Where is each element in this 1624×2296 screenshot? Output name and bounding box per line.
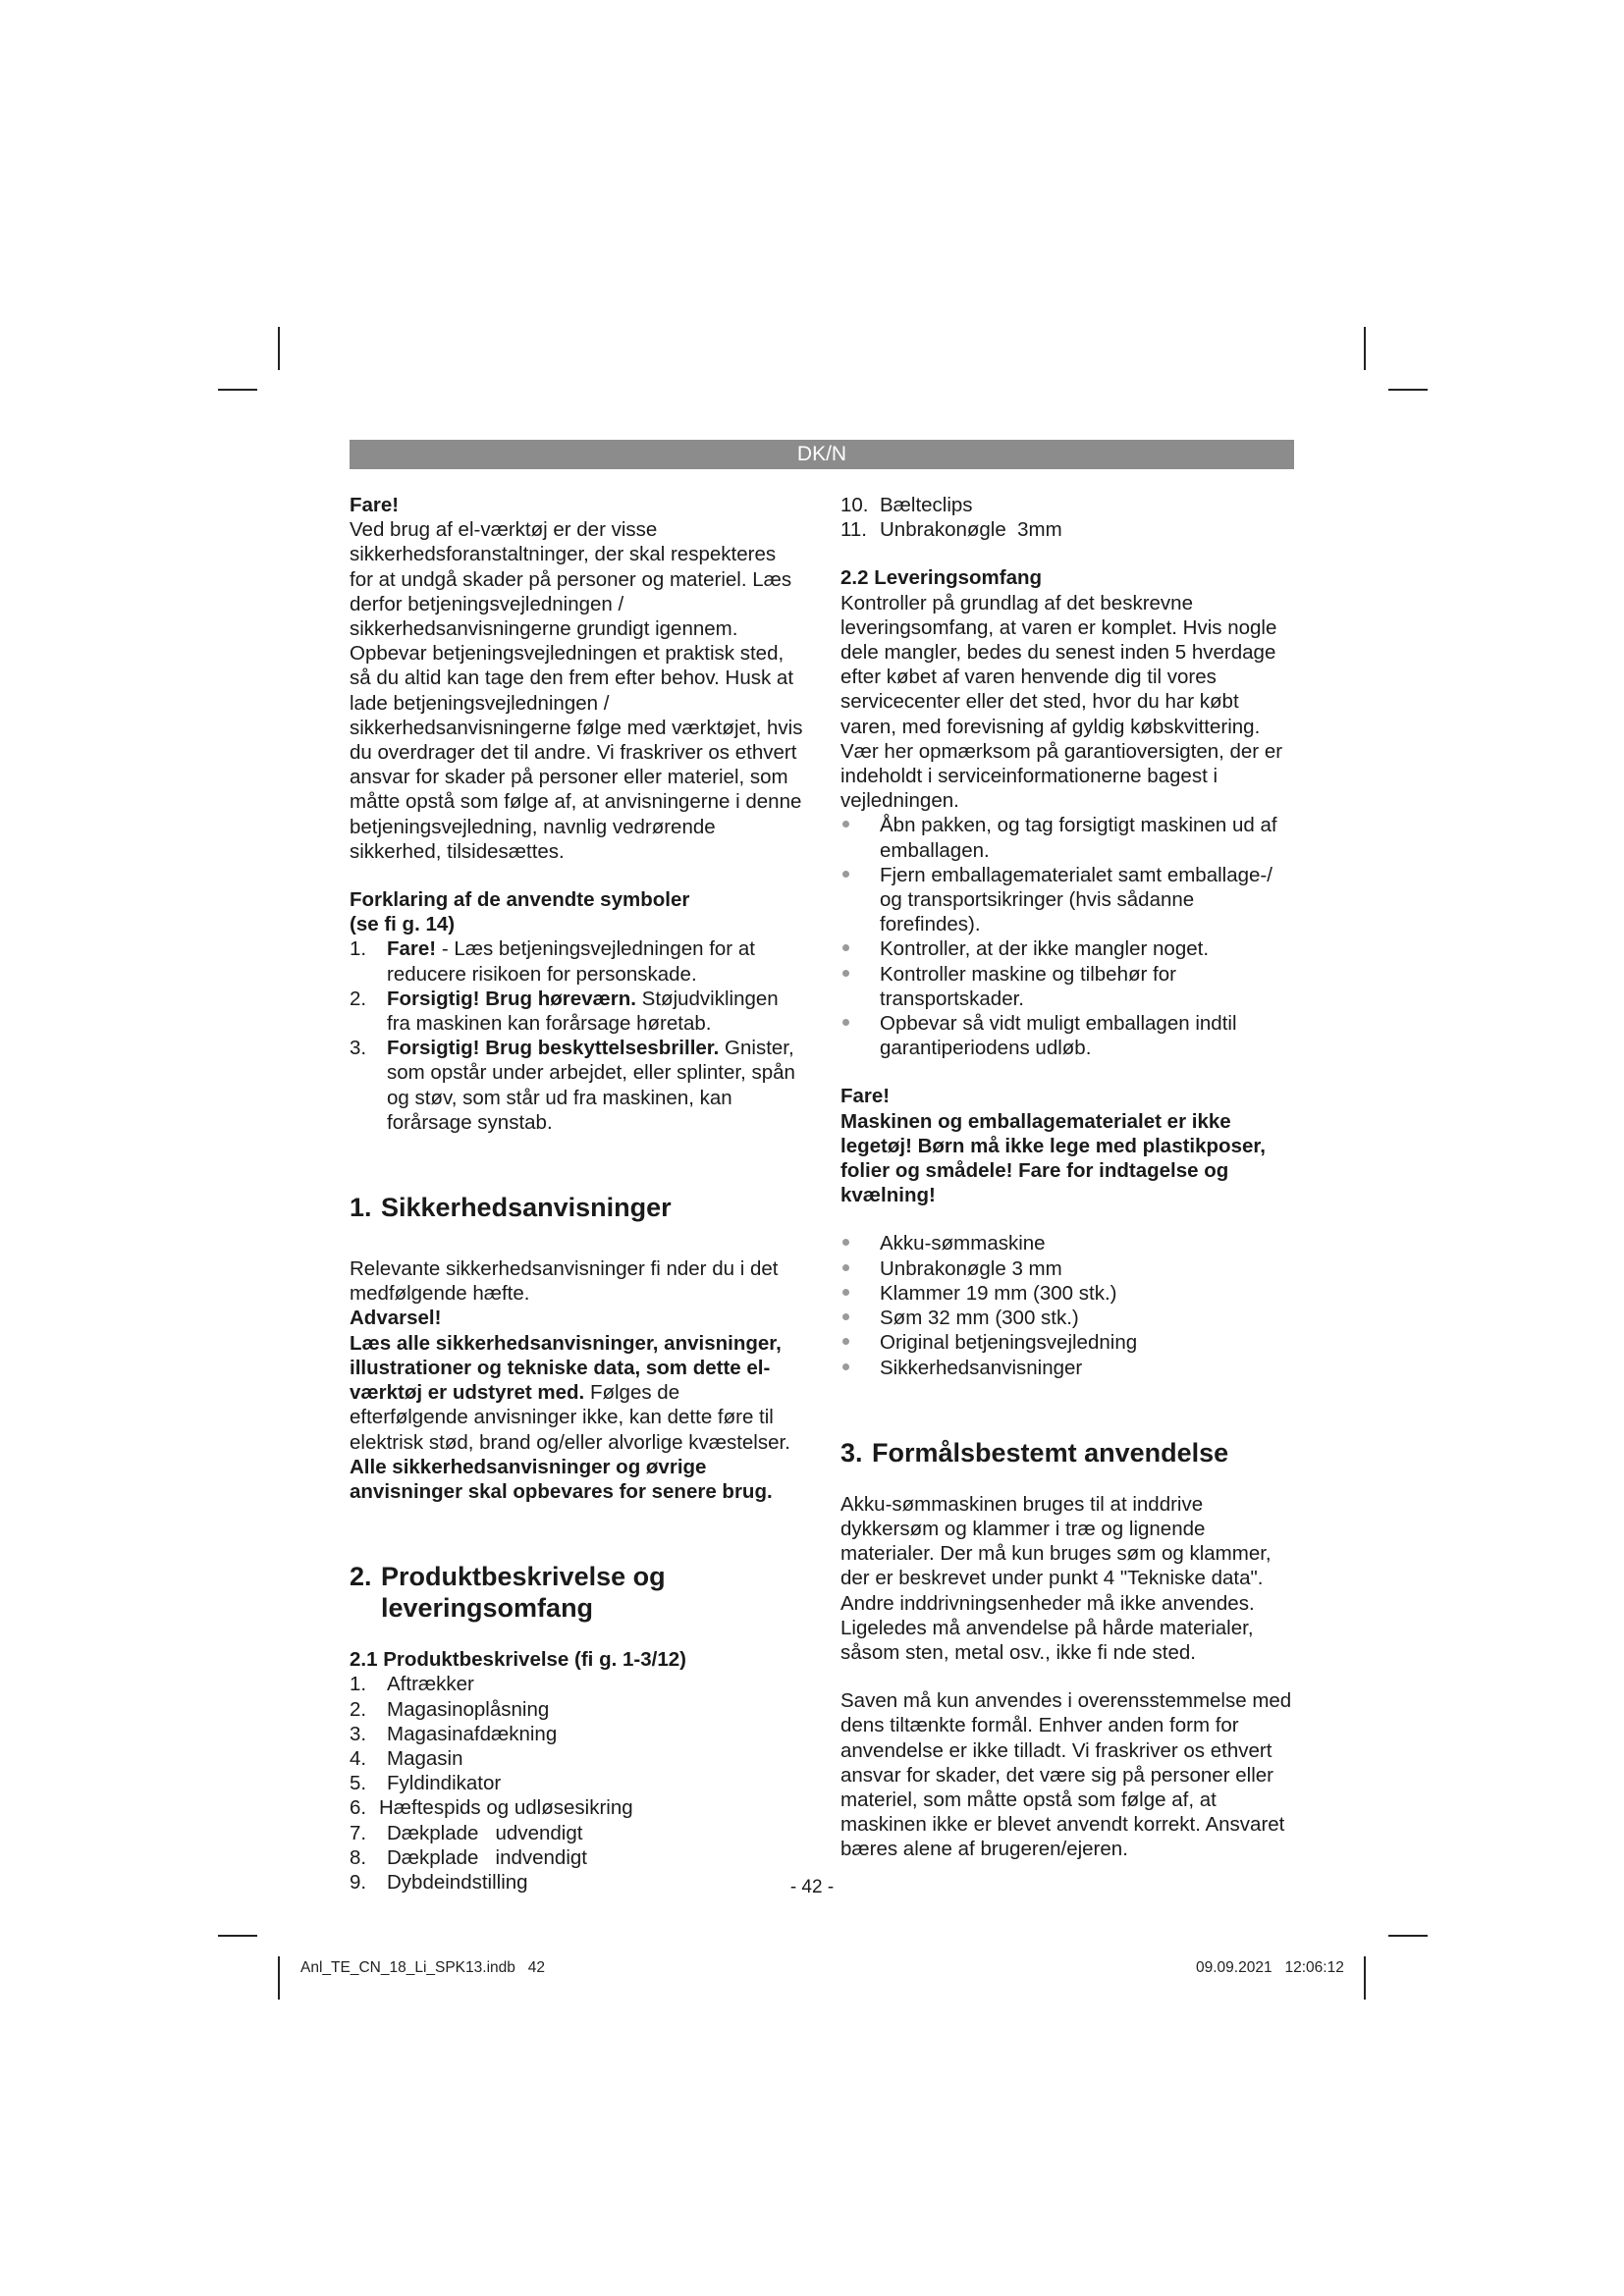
list-item: Original betjeningsvejledning [840,1330,1296,1355]
symbols-heading-figref: (se fi g. 14) [350,913,456,936]
page-number: - 42 - [789,1877,835,1897]
list-item: 10. Bælteclips [840,494,973,516]
danger-paragraph: Ved brug af el-værktøj er der visse sikkerhedsforanstaltninger, der skal respekteres for at undgå skader på personer og materiel. Læs derfor betjeningsvejledningen / sikkerhedsanvisningerne grundigt igennem. Opbevar betjeningsvejledningen et praktisk sted, så du altid kan tage den frem efter behov. Husk at lade betjeningsvejledningen / sikkerhedsanvisningerne følge med værktøjet, hvis du overdrager det til andre. Vi fraskriver os ethvert ansvar for skader på personer eller materiel, som måtte opstå som følge af, at anvisningerne i denne betjeningsvejledning, navnlig vedrørende sikkerhed, tilsidesættes. [350,518,803,863]
list-item: Åbn pakken, og tag forsigtigt maskinen ud af emballagen. [840,813,1296,862]
list-item: Opbevar så vidt muligt emballagen indtil garantiperiodens udløb. [840,1011,1296,1060]
list-item: Unbrakonøgle 3 mm [840,1256,1296,1281]
list-item: Akku-sømmaskine [840,1231,1296,1255]
section-1-paragraph: Relevante sikkerhedsanvisninger fi nder du i det medfølgende hæfte. [350,1257,779,1306]
warning-paragraph: Læs alle sikkerhedsanvisninger, anvisninger, illustrationer og tekniske data, som dette el-værktøj er udstyret med. Følges de efterfølgende anvisninger ikke, kan dette føre til elektrisk stød, brand og/eller alvorlige kvæstelser. [350,1331,790,1454]
crop-mark-bottom-right-h [1388,1935,1428,1937]
list-item: 5. Fyldindikator [350,1772,502,1795]
section-2-heading: 2. Produktbeskrivelse og leveringsomfang [350,1562,666,1624]
list-item: 9. Dybdeindstilling [350,1870,528,1894]
list-item: 11. Unbrakonøgle 3mm [840,518,1062,542]
section-2-1-heading: 2.1 Produktbeskrivelse (fi g. 1-3/12) [350,1648,686,1672]
unpacking-steps-list [840,813,1296,1060]
list-item: 3. Magasinafdækning [350,1722,558,1745]
list-item: Kontroller, at der ikke mangler noget. [840,936,1296,961]
keep-instructions-note: Alle sikkerhedsanvisninger og øvrige anvisninger skal opbevares for senere brug. [350,1455,773,1503]
list-item: 1. Aftrækker [350,1673,474,1696]
language-header-band: DK/N [350,440,1294,469]
crop-mark-top-left-h [218,389,257,391]
section-3-paragraph-2: Saven må kun anvendes i overensstemmelse med dens tiltænkte formål. Enhver anden form for anvendelse er ikke tilladt. Vi fraskriver os ethvert ansvar for skader, det være sig på personer eller materiel, som måtte opstå som følge af, at maskinen ikke er blevet anvendt korrekt. Ansvaret bæres alene af brugeren/ejeren. [840,1689,1292,1861]
symbols-heading: Forklaring af de anvendte symboler [350,888,690,912]
crop-mark-bottom-left-h [218,1935,257,1937]
section-3-heading: 3. Formålsbestemt anvendelse [840,1437,1229,1468]
symbols-list [350,936,803,1135]
warning-heading: Advarsel! [350,1307,442,1330]
parts-list [350,1672,803,1895]
section-1-heading: 1. Sikkerhedsanvisninger [350,1193,672,1223]
list-item: 6. Hæftespids og udløsesikring [350,1796,633,1820]
crop-mark-top-left [278,327,280,370]
packaging-danger-heading: Fare! [840,1085,891,1108]
list-item: Klammer 19 mm (300 stk.) [840,1281,1296,1306]
parts-list-continued [840,493,1296,542]
left-column [350,493,803,1895]
crop-mark-top-right-h [1388,389,1428,391]
danger-heading: Fare! [350,494,400,516]
list-item: 2. Magasinoplåsning [350,1697,550,1721]
footer-file-name: Anl_TE_CN_18_Li_SPK13.indb 42 [300,1959,546,1976]
crop-mark-bottom-right [1364,1956,1366,2000]
section-2-2-heading: 2.2 Leveringsomfang [840,566,1043,590]
crop-mark-bottom-left [278,1956,280,2000]
list-item: 2. Forsigtig! Brug høreværn. Støjudviklingen fra maskinen kan forårsage høretab. [350,987,779,1036]
list-item: Kontroller maskine og tilbehør for transportskader. [840,962,1296,1011]
list-item: Fjern emballagematerialet samt emballage-/ og transportsikringer (hvis sådanne forefindes). [840,863,1296,937]
list-item: Søm 32 mm (300 stk.) [840,1306,1296,1330]
section-2-2-paragraph: Kontroller på grundlag af det beskrevne leveringsomfang, at varen er komplet. Hvis nogle dele mangler, bedes du senest inden 5 hverdage efter købet af varen henvende dig til vores servicecenter eller det sted, hvor du har købt varen, med forevisning af gyldig købskvittering. Vær her opmærksom på garantioversigten, der er indeholdt i serviceinformationerne bagest i vejledningen. [840,591,1283,813]
footer-timestamp: 09.09.2021 12:06:12 [1196,1959,1344,1976]
delivery-contents-list [840,1231,1296,1379]
list-item: 8. Dækplade indvendigt [350,1845,587,1869]
crop-mark-top-right [1364,327,1366,370]
list-item: 3. Forsigtig! Brug beskyttelsesbriller. Gnister, som opstår under arbejdet, eller splinter, spån og støv, som står ud fra maskinen, kan forårsage synstab. [350,1037,795,1134]
list-item: 7. Dækplade udvendigt [350,1821,583,1844]
list-item: 4. Magasin [350,1746,463,1770]
list-item: Sikkerhedsanvisninger [840,1356,1296,1380]
packaging-danger-text: Maskinen og emballagematerialet er ikke legetøj! Børn må ikke lege med plastikposer, folier og smådele! Fare for indtagelse og kvælning! [840,1109,1266,1207]
right-column [840,493,1296,1862]
list-item: 1. Fare! - Læs betjeningsvejledningen for at reducere risikoen for personskade. [350,937,755,986]
section-3-paragraph-1: Akku-sømmaskinen bruges til at inddrive dykkersøm og klammer i træ og lignende materialer. Der må kun bruges søm og klammer, der er beskrevet under punkt 4 "Tekniske data". Andre inddrivningsenheder må ikke anvendes. Ligeledes må anvendelse på hårde materialer, såsom sten, metal osv., ikke fi nde sted. [840,1492,1272,1664]
